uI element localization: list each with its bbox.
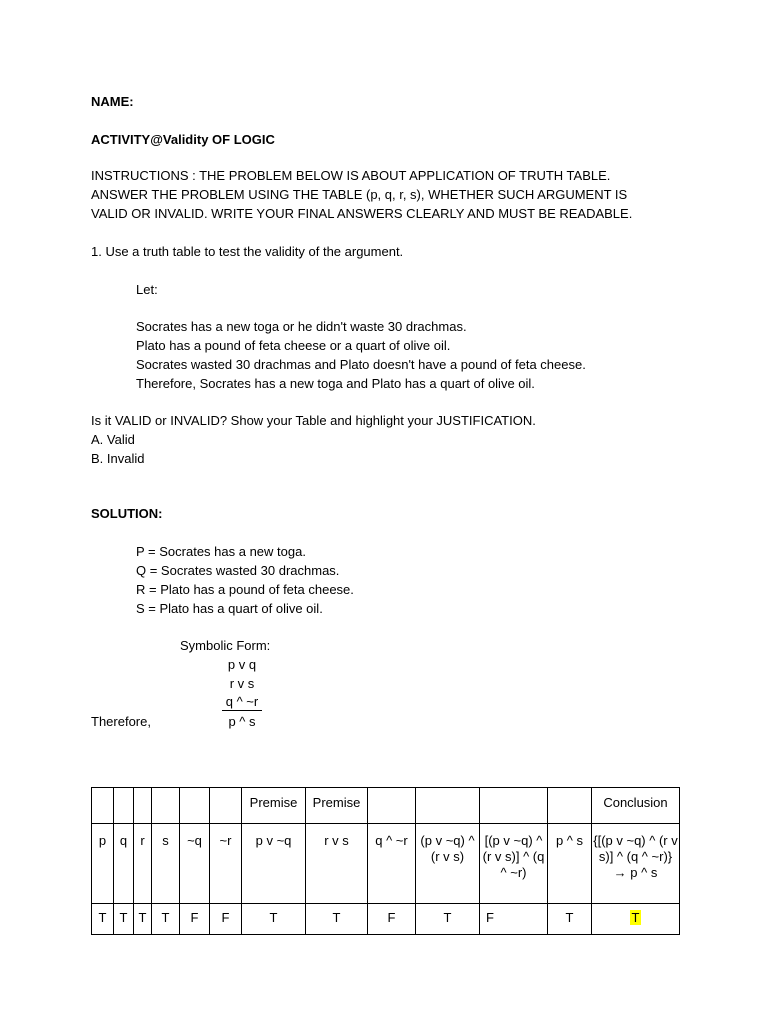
header-cell: p <box>92 824 114 904</box>
value-cell: F <box>368 904 416 935</box>
solution-label: SOLUTION: <box>91 506 163 521</box>
header-cell: q ^ ~r <box>368 824 416 904</box>
therefore-label: Therefore, <box>91 714 151 729</box>
symbolic-form-label: Symbolic Form: <box>180 638 271 653</box>
definition-q: Q = Socrates wasted 30 drachmas. <box>136 563 340 578</box>
premise-3-wrap <box>177 692 307 711</box>
instructions-line-1: INSTRUCTIONS : THE PROBLEM BELOW IS ABOUT APPLICATION OF TRUTH TABLE. <box>91 168 611 183</box>
header-cell: {[(p v ~q) ^ (r v s)] ^ (q ^ ~r)} → p ^ s <box>592 824 680 904</box>
truth-table <box>91 787 680 935</box>
header-cell: ~r <box>210 824 242 904</box>
header-cell: ~q <box>180 824 210 904</box>
argument-line-3: Socrates wasted 30 drachmas and Plato doesn't have a pound of feta cheese. <box>136 357 586 372</box>
highlighted-answer: T <box>631 910 640 925</box>
header-cell: p ^ s <box>548 824 592 904</box>
header-cell: (p v ~q) ^ (r v s) <box>416 824 480 904</box>
label-cell <box>180 788 210 824</box>
label-cell <box>480 788 548 824</box>
table-label-row <box>92 788 680 824</box>
header-cell: q <box>114 824 134 904</box>
value-cell: F <box>180 904 210 935</box>
conclusion-value-cell <box>592 904 680 935</box>
header-cell: r v s <box>306 824 368 904</box>
header-cell: r <box>134 824 152 904</box>
premise-2: r v s <box>229 676 255 691</box>
header-cell: s <box>152 824 180 904</box>
value-cell: T <box>548 904 592 935</box>
instructions-line-2: ANSWER THE PROBLEM USING THE TABLE (p, q, r, s), WHETHER SUCH ARGUMENT IS <box>91 187 628 202</box>
argument-line-2: Plato has a pound of feta cheese or a quart of olive oil. <box>136 338 451 353</box>
premise-1: p v q <box>227 657 257 672</box>
label-cell <box>92 788 114 824</box>
label-cell <box>548 788 592 824</box>
value-cell: T <box>114 904 134 935</box>
prompt-text: Is it VALID or INVALID? Show your Table and highlight your JUSTIFICATION. <box>91 413 536 428</box>
label-cell <box>416 788 480 824</box>
definition-r: R = Plato has a pound of feta cheese. <box>136 582 354 597</box>
premise-3: q ^ ~r <box>222 694 262 711</box>
table-row <box>92 904 680 935</box>
premise-label-1: Premise <box>242 788 306 824</box>
premise-label-2: Premise <box>306 788 368 824</box>
conclusion-label: Conclusion <box>592 788 680 824</box>
question-text: 1. Use a truth table to test the validity of the argument. <box>91 244 404 259</box>
value-cell: T <box>416 904 480 935</box>
argument-line-1: Socrates has a new toga or he didn't waste 30 drachmas. <box>136 319 467 334</box>
value-cell: T <box>152 904 180 935</box>
label-cell <box>114 788 134 824</box>
label-cell <box>368 788 416 824</box>
value-cell: F <box>210 904 242 935</box>
choice-b: B. Invalid <box>91 451 145 466</box>
header-cell: [(p v ~q) ^ (r v s)] ^ (q ^ ~r) <box>480 824 548 904</box>
value-cell: T <box>242 904 306 935</box>
header-cell: p v ~q <box>242 824 306 904</box>
instructions-line-3: VALID OR INVALID. WRITE YOUR FINAL ANSWERS CLEARLY AND MUST BE READABLE. <box>91 206 633 221</box>
activity-title: ACTIVITY@Validity OF LOGIC <box>91 132 275 147</box>
argument-line-4: Therefore, Socrates has a new toga and Plato has a quart of olive oil. <box>136 376 535 391</box>
let-label: Let: <box>136 282 158 297</box>
label-cell <box>134 788 152 824</box>
value-cell: T <box>306 904 368 935</box>
choice-a: A. Valid <box>91 432 135 447</box>
name-label: NAME: <box>91 94 134 109</box>
definition-p: P = Socrates has a new toga. <box>136 544 306 559</box>
table-header-row <box>92 824 680 904</box>
value-cell: T <box>92 904 114 935</box>
value-cell: F <box>480 904 548 935</box>
label-cell <box>152 788 180 824</box>
label-cell <box>210 788 242 824</box>
conclusion: p ^ s <box>228 714 256 729</box>
value-cell: T <box>134 904 152 935</box>
definition-s: S = Plato has a quart of olive oil. <box>136 601 323 616</box>
